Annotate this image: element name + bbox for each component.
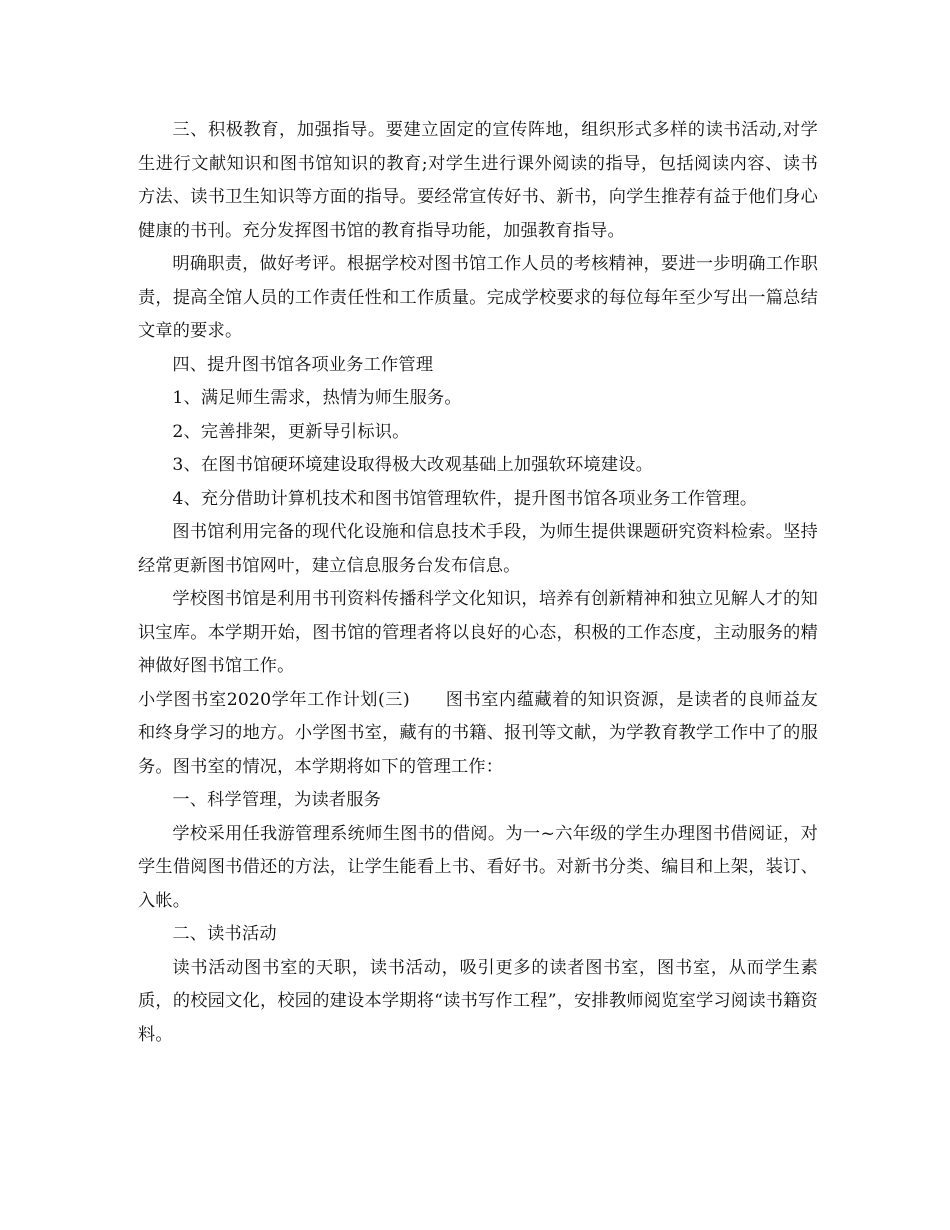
paragraph-active-education: 三、积极教育，加强指导。要建立固定的宣传阵地，组织形式多样的读书活动,对学生进行文献知识和图书馆知识的教育;对学生进行课外阅读的指导，包括阅读内容、读书方法、读书卫生知识等方面的指导。要经常宣传好书、新书，向学生推荐有益于他们身心健康的书刊。充分发挥图书馆的教育指导功能，加强教育指导。 [138, 120, 818, 241]
section-heading-1: 一、科学管理，为读者服务 [172, 790, 382, 810]
list-item-4: 4、充分借助计算机技术和图书馆管理软件，提升图书馆各项业务工作管理。 [172, 488, 758, 509]
section-heading-2: 二、读书活动 [172, 924, 277, 944]
document-body [138, 114, 818, 1052]
paragraph-clear-duties: 明确职责，做好考评。根据学校对图书馆工作人员的考核精神，要进一步明确工作职责，提高全馆人员的工作责任性和工作质量。完成学校要求的每位每年至少写出一篇总结文章的要求。 [138, 254, 818, 341]
list-item-2: 2、完善排架，更新导引标识。 [172, 421, 410, 442]
list-item-3: 3、在图书馆硬环境建设取得极大改观基础上加强软环境建设。 [172, 455, 653, 475]
paragraph-reading-activities: 读书活动图书室的天职，读书活动，吸引更多的读者图书室，图书室，从而学生素质，的校园文化，校园的建设本学期将“读书写作工程”，安排教师阅览室学习阅读书籍资料。 [138, 957, 818, 1045]
paragraph-plan-three-intro: 小学图书室2020学年工作计划(三) 图书室内蕴藏着的知识资源，是读者的良师益友和终身学习的地方。小学图书室，藏有的书籍、报刊等文献，为学教育教学工作中了的服务。图书室的情况，本学期将如下的管理工作： [138, 689, 818, 777]
paragraph-school-library: 学校图书馆是利用书刊资料传播科学文化知识，培养有创新精神和独立见解人才的知识宝库。本学期开始，图书馆的管理者将以良好的心态，积极的工作态度，主动服务的精神做好图书馆工作。 [138, 589, 818, 676]
list-item-1: 1、满足师生需求，热情为师生服务。 [172, 388, 462, 408]
paragraph-library-facilities: 图书馆利用完备的现代化设施和信息技术手段，为师生提供课题研究资料检索。坚持经常更新图书馆网叶，建立信息服务台发布信息。 [138, 522, 818, 576]
section-heading-4: 四、提升图书馆各项业务工作管理 [172, 354, 434, 375]
paragraph-borrowing-system: 学校采用任我游管理系统师生图书的借阅。为一~六年级的学生办理图书借阅证，对学生借阅图书借还的方法，让学生能看上书、看好书。对新书分类、编目和上架，装订、入帐。 [138, 823, 818, 911]
